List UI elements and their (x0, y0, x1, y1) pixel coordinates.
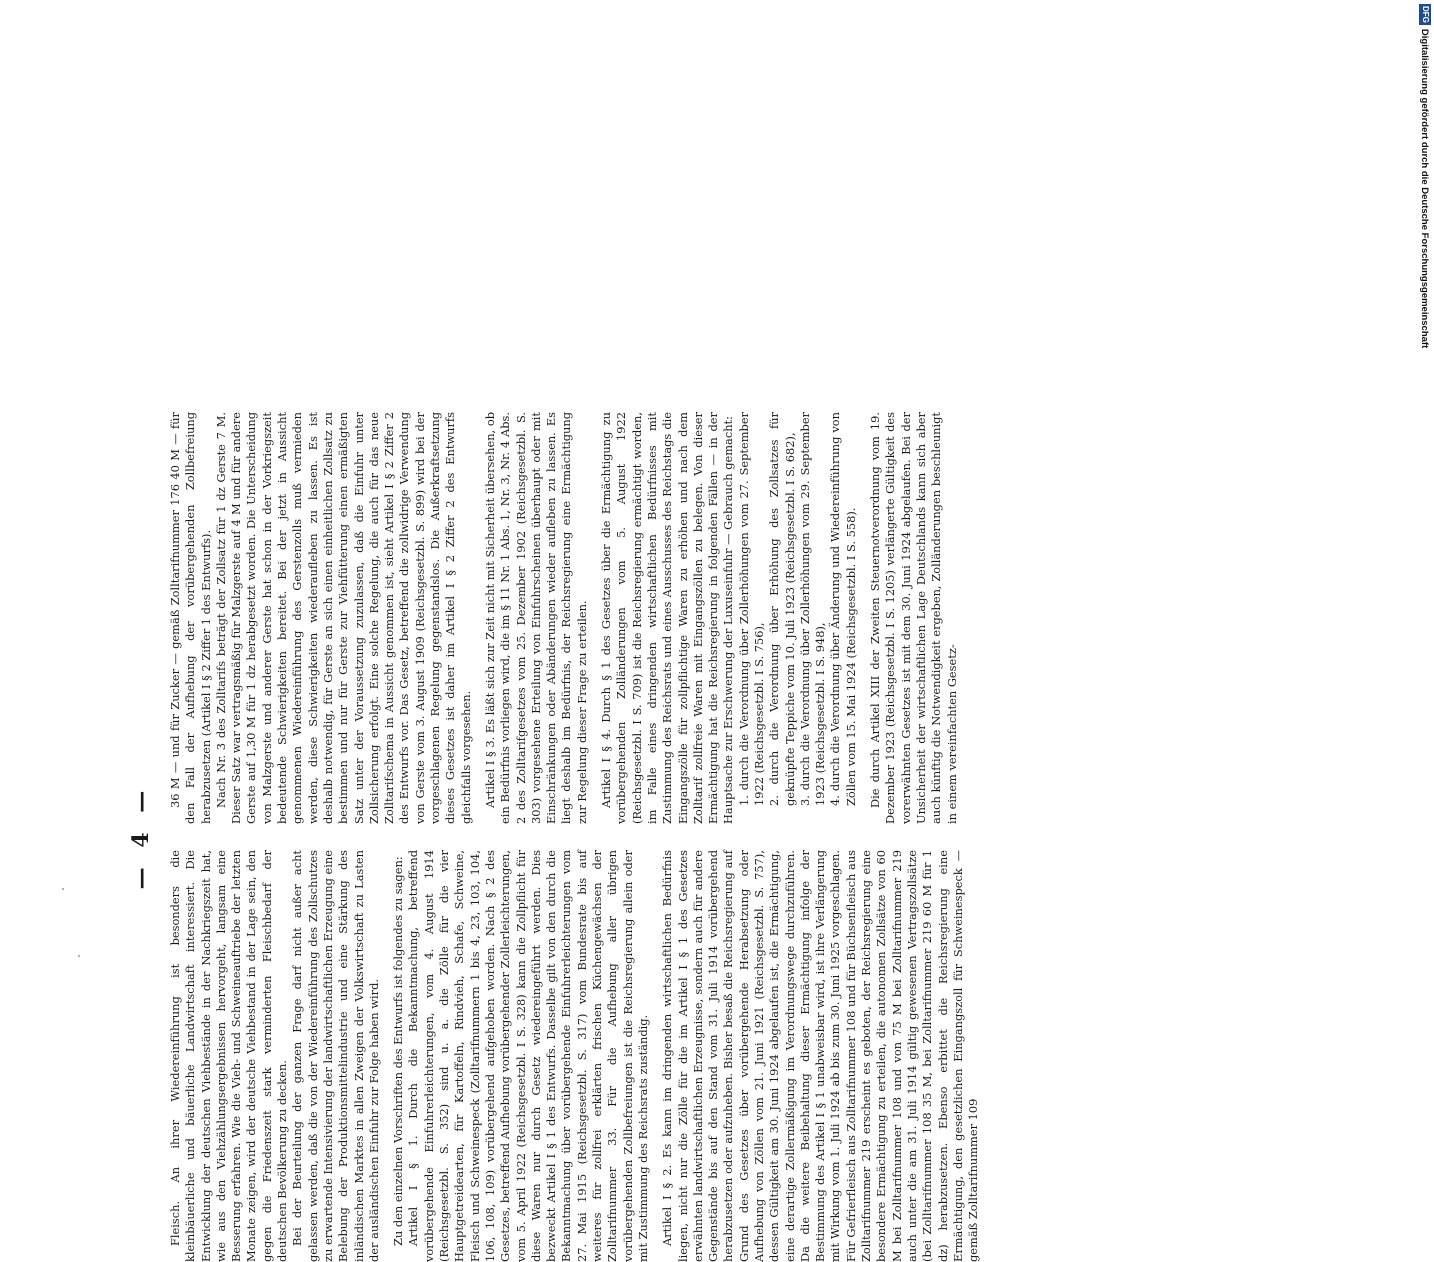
paragraph: Artikel I § 1. Durch die Bekanntmachung, betreffend vorübergehende Einfuhrerleichterungen, vom 4. August 1914 (Reichsgesetzbl. S. 352) sind u. a. die Zölle für die vier Hauptgetreidearten, für Kartoffeln, Rindvieh, Schafe, Schweine, Fleisch und Schweinespeck (Zolltarifnummern 1 bis 4, 23, 103, 104, 106, 108, 109) vorübergehend aufgehoben worden. Nach § 2 des Gesetzes, betreffend Aufhebung vorübergehender Zollerleichterungen, vom 5. April 1922 (Reichsgesetzbl. I S. 328) kann die Zollpflicht für diese Waren nur durch Gesetz wiedereingeführt werden. Dies bezweckt Artikel I § 1 des Entwurfs. Dasselbe gilt von den durch die Bekanntmachung über vorübergehende Einfuhrerleichterungen vom 27. Mai 1915 (Reichsgesetzbl. S. 317) vom Bundesrate bis auf weiteres für zollfrei erklärten frischen Küchengewächsen der Zolltarifnummer 33. Für die Aufhebung aller übrigen vorübergehenden Zollbefreiungen ist die Reichsregierung allein oder mit Zustimmung des Reichsrats zuständig. (406, 850, 650, 1262)
enumerated-list (737, 412, 859, 824)
right-column (168, 412, 1298, 824)
document-page (128, 412, 1308, 1262)
paragraph: 36 M — und für Zucker — gemäß Zolltarifnummer 176 40 M — für den Fall der Aufhebung der vorübergehenden Zollbefreiung herabzusetzen (Artikel I § 2 Ziffer 1 des Entwurfs). (168, 412, 213, 824)
page-number: — 4 — (128, 784, 154, 890)
dfg-logo: DFG (1421, 6, 1430, 23)
paragraph: Artikel I § 4. Durch § 1 des Gesetzes über die Ermächtigung zu vorübergehenden Zolländerungen vom 5. August 1922 (Reichsgesetzbl. I S. 709) ist die Reichsregierung ermächtigt worden, im Falle eines dringenden wirtschaftlichen Bedürfnisses mit Zustimmung des Reichsrats und eines Ausschusses des Reichstags die Eingangszölle für zollpflichtige Waren zu erhöhen und nach dem Zolltarif zollfreie Waren mit Eingangszöllen zu belegen. Von dieser Ermächtigung hat die Reichsregierung in folgenden Fällen — in der Hauptsache zur Erschwerung der Luxuseinfuhr — Gebrauch gemacht: (599, 412, 736, 824)
paragraph: Artikel I § 3. Es läßt sich zur Zeit nicht mit Sicherheit übersehen, ob ein Bedürfnis vorliegen wird, die im § 11 Nr. 1 Abs. 1, Nr. 3, Nr. 4 Abs. 2 des Zolltarifgesetzes vom 25. Dezember 1902 (Reichsgesetzbl. S. 303) vorgesehene Erteilung von Einfuhrscheinen überhaupt oder mit Einschränkungen oder Abänderungen wieder aufleben zu lassen. Es liegt deshalb im Bedürfnis, der Reichsregierung eine Ermächtigung zur Regelung dieser Frage zu erteilen. (482, 412, 589, 824)
paragraph: Die durch Artikel XIII der Zweiten Steuernotverordnung vom 19. Dezember 1923 (Reichsgesetzbl. I S. 1205) verlängerte Gültigkeit des vorerwähnten Gesetzes ist mit dem 30. Juni 1924 abgelaufen. Bei der Unsicherheit der wirtschaftlichen Lage Deutschlands kann sich aber auch künftig die Notwendigkeit ergeben, Zolländerungen beschleunigt in einem vereinfachten Gesetz- (868, 412, 959, 824)
paragraph: Zu den einzelnen Vorschriften des Entwurfs ist folgendes zu sagen: (391, 856, 406, 1246)
list-item: 4. durch die Verordnung über Änderung und Wiedereinführung von Zöllen vom 15. Mai 1924 (Reichsgesetzbl. I S. 558). (828, 412, 858, 806)
list-item: 2. durch die Verordnung über Erhöhung des Zollsatzes für geknüpfte Teppiche vom 10. Juli 1923 (Reichsgesetzbl. I S. 682), (767, 412, 797, 806)
scanned-page-viewport (128, 82, 1308, 1262)
paragraph: Bei der Beurteilung der ganzen Frage darf nicht außer acht gelassen werden, daß die von der Wiedereinführung des Zollschutzes zu erwartende Intensivierung der landwirtschaftlichen Erzeugung eine Belebung der Produktionsmittelindustrie und eine Stärkung des inländischen Marktes in allen Zweigen der Volkswirtschaft zu Lasten der ausländischen Einfuhr zur Folge haben wird. (290, 850, 381, 1262)
text-columns (168, 412, 1298, 1262)
digitization-attribution (1418, 0, 1432, 1000)
list-item: 3. durch die Verordnung über Zollerhöhungen vom 29. September 1923 (Reichsgesetzbl. I S. 948), (797, 412, 828, 806)
attribution-text: Digitalisierung gefördert durch die Deutsche Forschungsgemeinschaft (1419, 28, 1431, 349)
paragraph: Nach Nr. 3 des Zolltarifs beträgt der Zollsatz für 1 dz Gerste 7 M. Dieser Satz war vertragsmäßig für Malzgerste auf 4 M und für andere Gerste auf 1,30 M für 1 dz herabgesetzt worden. Die Unterscheidung von Malzgerste und anderer Gerste hat schon in der Vorkriegszeit bedeutende Schwierigkeiten bereitet. Bei der jetzt in Aussicht genommenen Wiedereinführung des Gerstenzolls muß vermieden werden, diese Schwierigkeiten wiederaufleben zu lassen. Es ist deshalb notwendig, für Gerste an sich einen einheitlichen Zollsatz zu bestimmen und nur für Gerste zur Viehfütterung einen ermäßigten Satz unter der Voraussetzung zuzulassen, daß die Einfuhr unter Zollsicherung erfolgt. Eine solche Regelung, die auch für das neue Zolltarifschema in Aussicht genommen ist, sieht Artikel I § 2 Ziffer 2 des Entwurfs vor. Das Gesetz, betreffend die zollwidrige Verwendung von Gerste vom 3. August 1909 (Reichsgesetzbl. S. 899) wird bei der vorgeschlagenen Regelung gegenstandslos. Die Außerkraftsetzung dieses Gesetzes ist daher im Artikel I § 2 Ziffer 2 des Entwurfs gleichfalls vorgesehen. (213, 412, 473, 824)
scan-speck (62, 888, 64, 890)
left-column (168, 850, 1298, 1262)
scan-speck (78, 955, 80, 957)
paragraph: Fleisch. An ihrer Wiedereinführung ist besonders die kleinbäuerliche und bäuerliche Landwirtschaft interessiert. Die Entwicklung der deutschen Viehbestände in der Nachkriegszeit hat, wie aus den Viehzählungsergebnissen hervorgeht, langsam eine Besserung erfahren. Wie die Vieh- und Schweineauftriebe der letzten Monate zeigen, wird der deutsche Viehbestand in der Lage sein, den gegen die Friedenszeit stark verminderten Fleischbedarf der deutschen Bevölkerung zu decken. (168, 850, 290, 1262)
attribution-line (1418, 4, 1432, 384)
paragraph: Artikel I § 2. Es kann im dringenden wirtschaftlichen Bedürfnis liegen, nicht nur die Zölle für die im Artikel I § 1 des Gesetzes erwähnten landwirtschaftlichen Erzeugnisse, sondern auch für andere Gegenstände bis auf den Stand vom 31. Juli 1914 vorübergehend herabzusetzen oder aufzuheben. Bisher besaß die Reichsregierung auf Grund des Gesetzes über vorübergehende Herabsetzung oder Aufhebung von Zöllen vom 21. Juni 1921 (Reichsgesetzbl. S. 757), dessen Gültigkeit am 30. Juni 1924 abgelaufen ist, die Ermächtigung, eine derartige Zollermäßigung im Verordnungswege durchzuführen. Da die weitere Beibehaltung dieser Ermächtigung infolge der Bestimmung des Artikel I § 1 unabweisbar wird, ist ihre Verlängerung mit Wirkung vom 1. Juli 1924 ab bis zum 30. Juni 1925 vorgeschlagen. Für Gefrierfleisch aus Zolltarifnummer 108 und für Büchsenfleisch aus Zolltarifnummer 219 erscheint es geboten, der Reichsregierung eine besondere Ermächtigung zu erteilen, die autonomen Zollsätze von 60 M bei Zolltarifnummer 108 und von 75 M bei Zolltarifnummer 219 auch unter die am 31. Juli 1914 gültig gewesenen Vertragszollsätze (bei Zolltarifnummer 108 35 M, bei Zolltarifnummer 219 60 M für 1 dz) herabzusetzen. Ebenso erbittet die Reichsregierung eine Ermächtigung, den gesetzlichen Eingangszoll für Schweinespeck — gemäß Zolltarifnummer 109 (660, 850, 981, 1262)
list-item: 1. durch die Verordnung über Zollerhöhungen vom 27. September 1922 (Reichsgesetzbl. I S. 756), (736, 412, 766, 806)
